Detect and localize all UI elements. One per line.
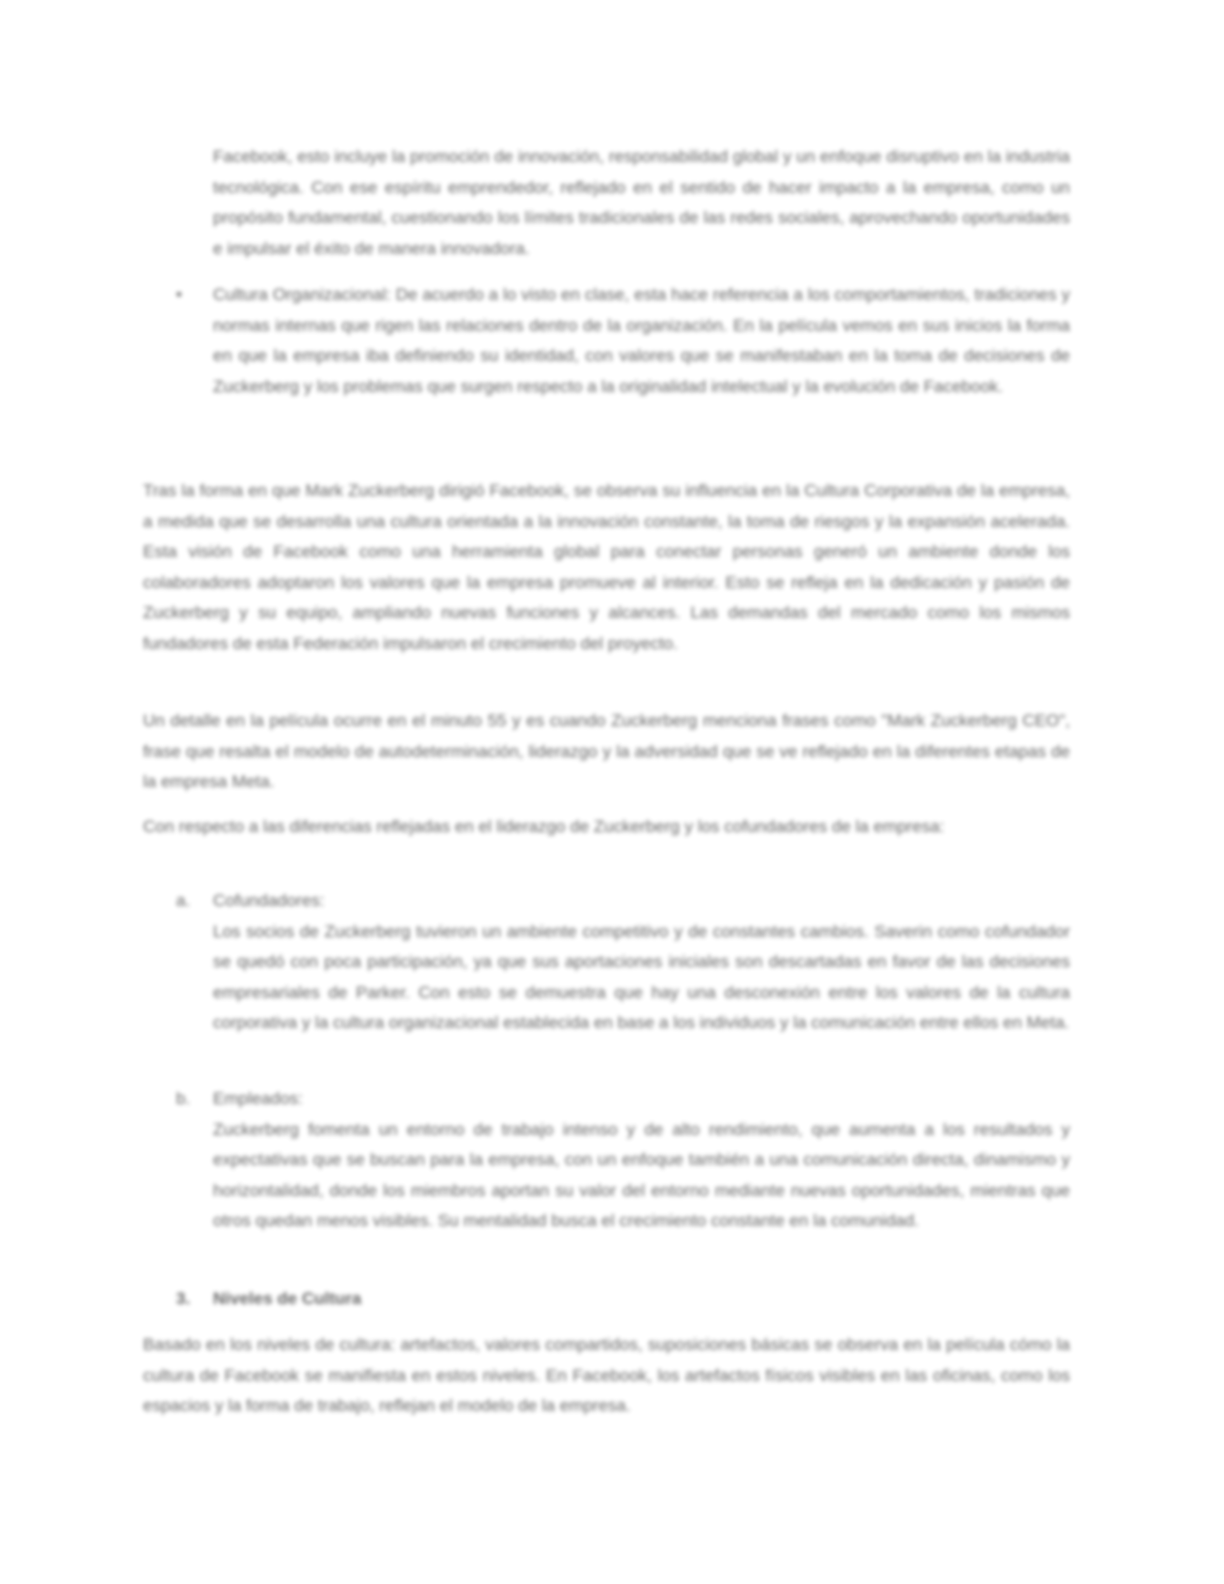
list-item-text: Zuckerberg fomenta un entorno de trabajo intenso y de alto rendimiento, que aumenta a los resultados y expectativas que se buscan para la empresa, con un enfoque también a una comunicación directa, dinamismo y horizontalidad, donde los miembros aportan su valor del entorno mediante nuevas oportunidades, mientras que otros quedan menos visibles. Su mentalidad busca el crecimiento constante en la comunidad. — [213, 1119, 1070, 1230]
bullet-item-cultura-organizacional — [213, 280, 1070, 402]
list-item-label: Empleados: — [213, 1089, 303, 1108]
bullet-item-text: Cultura Organizacional: De acuerdo a lo visto en clase, esta hace referencia a los comportamientos, tradiciones y normas internas que rigen las relaciones dentro de la organización. En la película vemos en sus inicios la forma en que la empresa iba definiendo su identidad, con valores que se manifestaban en la toma de decisiones de Zuckerberg y los problemas que surgen respecto a la originalidad intelectual y la evolución de Facebook. — [213, 285, 1070, 396]
list-item-label: Cofundadores: — [213, 891, 325, 910]
section-heading-text: Niveles de Cultura — [213, 1289, 362, 1308]
list-item-empleados — [213, 1084, 1070, 1237]
list-item-cofundadores — [213, 886, 1070, 1039]
section-heading — [213, 1284, 1070, 1315]
list-item-text: Los socios de Zuckerberg tuvieron un ambiente competitivo y de constantes cambios. Saverin como cofundador se quedó con poca participación, ya que sus aportaciones iniciales son descartadas en favor de las decisiones empresariales de Parker. Con esto se demuestra que hay una desconexión entre los valores de la cultura corporativa y la cultura organizacional establecida en base a los individuos y la comunicación entre ellos en Meta. — [213, 921, 1070, 1032]
body-paragraph-2 — [143, 706, 1070, 798]
body-paragraph-1 — [143, 476, 1070, 659]
body-paragraph-4 — [143, 1330, 1070, 1422]
bullet-marker: • — [176, 285, 182, 304]
continued-paragraph — [213, 142, 1070, 264]
list-marker-a: a. — [176, 891, 191, 910]
body-paragraph-3-text: Con respecto a las diferencias reflejadas en el liderazgo de Zuckerberg y los cofundadores de la empresa: — [143, 817, 945, 836]
list-marker-b: b. — [176, 1089, 191, 1108]
body-paragraph-4-text: Basado en los niveles de cultura: artefactos, valores compartidos, suposiciones básicas se observa en la película cómo la cultura de Facebook se manifiesta en estos niveles. En Facebook, los artefactos físicos visibles en las oficinas, como los espacios y la forma de trabajo, reflejan el modelo de la empresa. — [143, 1335, 1070, 1415]
body-paragraph-2-text: Un detalle en la película ocurre en el minuto 55 y es cuando Zuckerberg menciona frases como "Mark Zuckerberg CEO", frase que resalta el modelo de autodeterminación, liderazgo y la adversidad que se ve reflejado en la diferentes etapas de la empresa Meta. — [143, 711, 1070, 791]
section-number: 3. — [176, 1289, 191, 1308]
continued-paragraph-text: Facebook, esto incluye la promoción de innovación, responsabilidad global y un enfoque disruptivo en la industria tecnológica. Con ese espíritu emprendedor, reflejado en el sentido de hacer impacto a la empresa, como un propósito fundamental, cuestionando los límites tradicionales de las redes sociales, aprovechando oportunidades e impulsar el éxito de manera innovadora. — [213, 147, 1070, 258]
body-paragraph-1-text: Tras la forma en que Mark Zuckerberg dirigió Facebook, se observa su influencia en la Cultura Corporativa de la empresa, a medida que se desarrolla una cultura orientada a la innovación constante, la toma de riesgos y la expansión acelerada. Esta visión de Facebook como una herramienta global para conectar personas generó un ambiente donde los colaboradores adoptaron los valores que la empresa promueve al interior. Esto se refleja en la dedicación y pasión de Zuckerberg y su equipo, ampliando nuevas funciones y alcances. Las demandas del mercado como los mismos fundadores de esta Federación impulsaron el crecimiento del proyecto. — [143, 481, 1070, 653]
body-paragraph-3 — [143, 812, 1070, 843]
